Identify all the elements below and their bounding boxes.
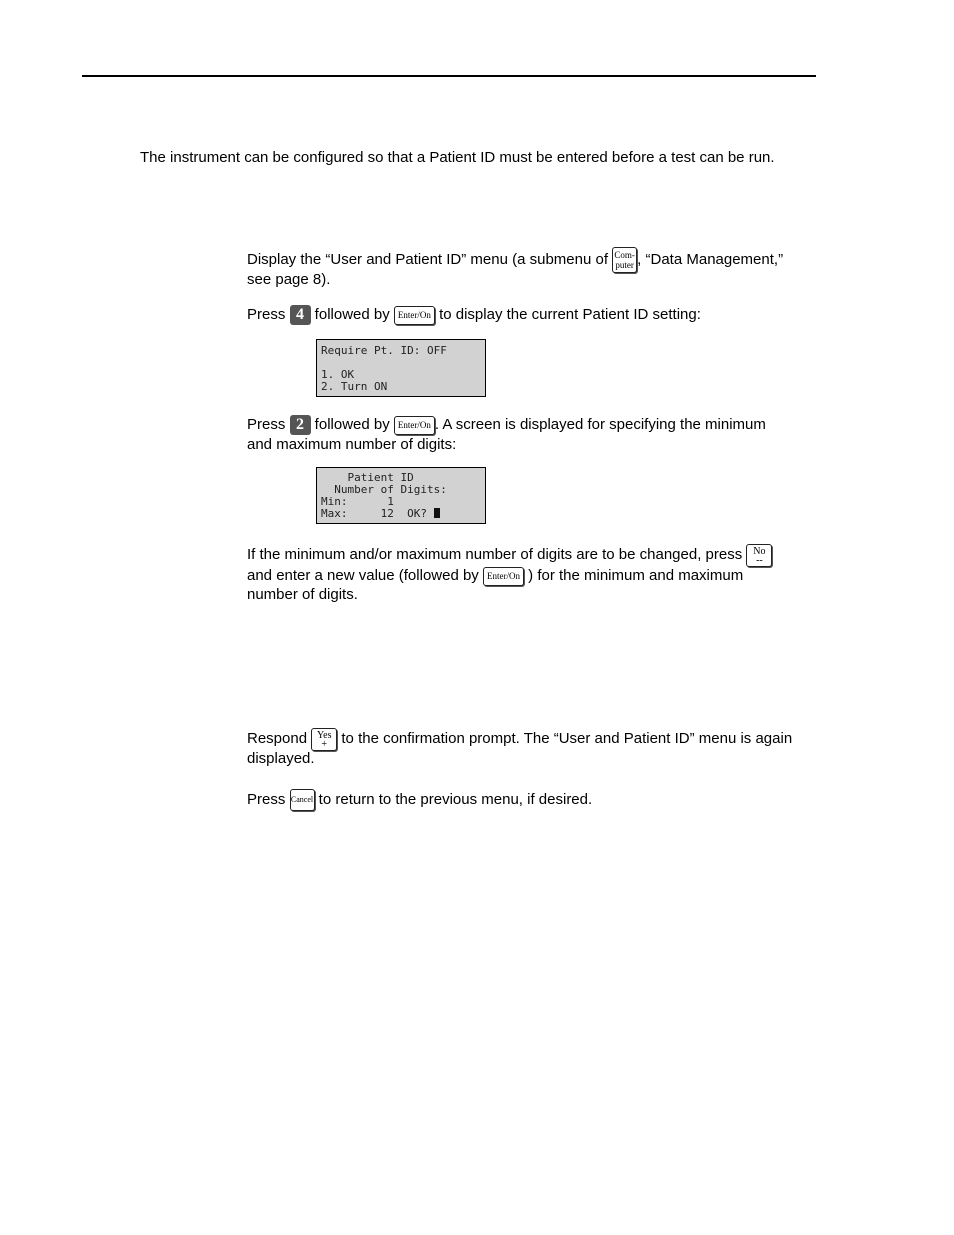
enter-on-key-icon: Enter/On bbox=[394, 306, 435, 325]
yes-key-icon: Yes + bbox=[311, 728, 337, 751]
step-confirm: Respond Yes + to the confirmation prompt. The “User and Patient ID” menu is again displayed. bbox=[247, 729, 793, 767]
enter-on-key-icon: Enter/On bbox=[483, 567, 524, 586]
enter-on-key-icon: Enter/On bbox=[394, 416, 435, 435]
step-press-4: Press 4 followed by Enter/On to display the current Patient ID setting: bbox=[247, 306, 701, 324]
lcd-require-patient-id: Require Pt. ID: OFF 1. OK 2. Turn ON bbox=[316, 339, 486, 397]
computer-key-icon: Com- puter bbox=[612, 247, 637, 273]
lcd-cursor bbox=[434, 508, 440, 518]
step-display-menu: Display the “User and Patient ID” menu (a submenu of Com- puter , “Data Management,” see page 8). bbox=[247, 247, 817, 289]
number-4-key-icon: 4 bbox=[290, 305, 311, 325]
step-press-2: Press 2 followed by Enter/On . A screen is displayed for specifying the minimum and maximum number of digits: bbox=[247, 416, 766, 453]
step-change-digits: If the minimum and/or maximum number of digits are to be changed, press No -- and enter a new value (followed by Enter/On ) for the minimum and maximum number of digits. bbox=[247, 542, 817, 604]
no-key-icon: No -- bbox=[746, 544, 772, 567]
number-2-key-icon: 2 bbox=[290, 415, 311, 435]
intro-text: The instrument can be configured so that a Patient ID must be entered before a test can be run. bbox=[140, 149, 775, 166]
cancel-key-icon: Cancel bbox=[290, 789, 315, 811]
lcd-patient-id-digits: Patient ID Number of Digits: Min: 1 Max: 12 OK? bbox=[316, 467, 486, 524]
header-rule bbox=[82, 75, 816, 77]
step-cancel: Press Cancel to return to the previous menu, if desired. bbox=[247, 787, 817, 813]
